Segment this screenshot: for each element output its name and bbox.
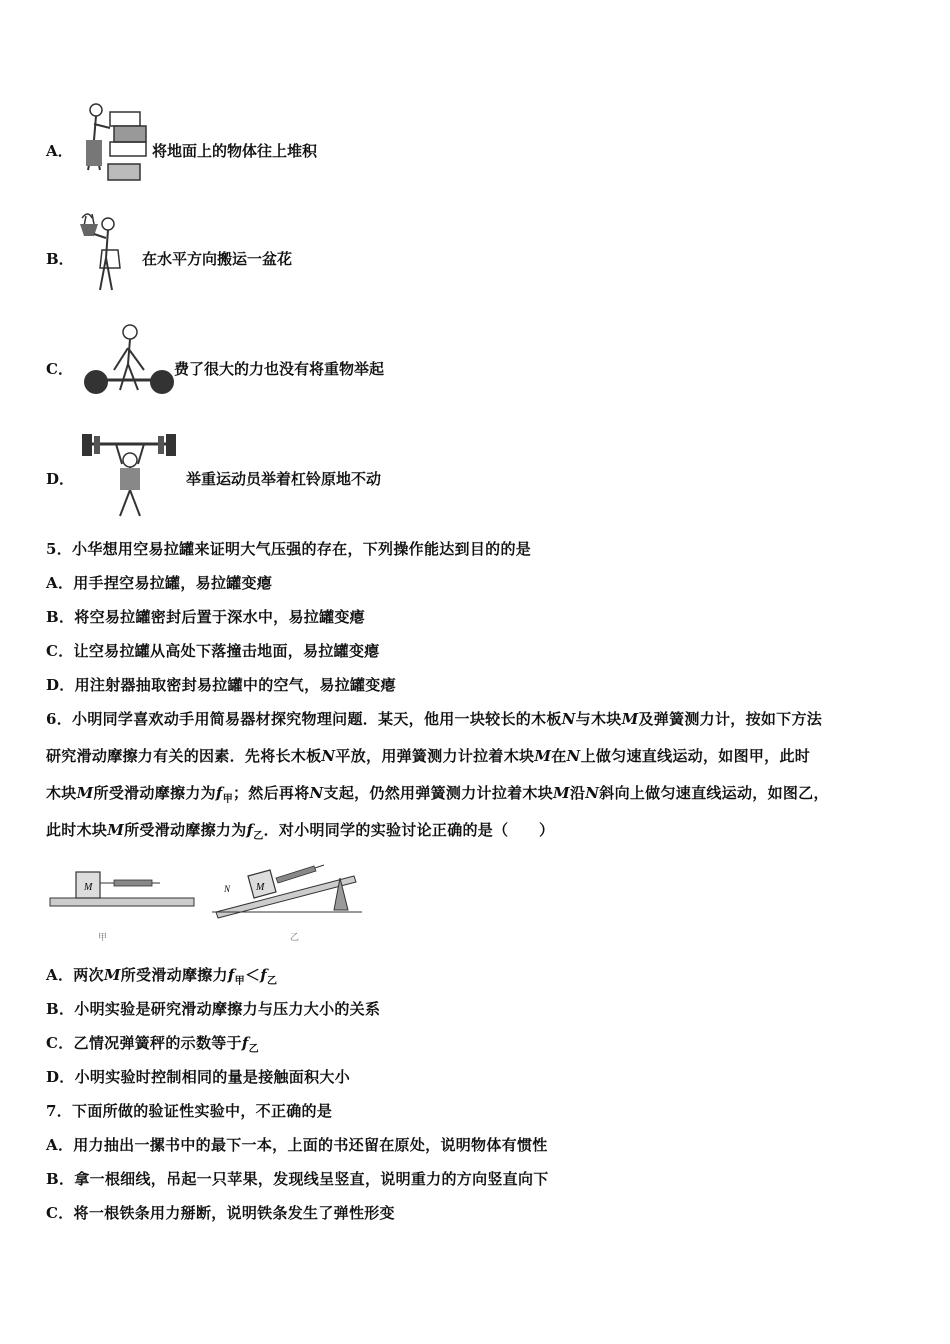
option-text: 费了很大的力也没有将重物举起 bbox=[174, 360, 385, 378]
option-letter: B． bbox=[46, 250, 74, 268]
q6-stem-line3: 木块M所受滑动摩擦力为$f_甲$；然后再将N支起，仍然用弹簧测力计拉着木块M沿N斜向上做匀速直线运动，如图乙， bbox=[46, 784, 829, 805]
carrying-flowerpot-illustration bbox=[74, 210, 134, 298]
figure-yi bbox=[212, 865, 362, 943]
q6-figures bbox=[44, 850, 364, 946]
option-text: 在水平方向搬运一盆花 bbox=[142, 250, 293, 268]
q6-option-d[interactable]: D．小明实验时控制相同的量是接触面积大小 bbox=[46, 1068, 351, 1086]
q6-stem-line1: 6．小明同学喜欢动手用简易器材探究物理问题．某天，他用一块较长的木板N与木块M及弹簧测力计，按如下方法 bbox=[46, 710, 823, 728]
weightlifter-illustration bbox=[76, 430, 182, 522]
q7-stem: 7．下面所做的验证性实验中，不正确的是 bbox=[46, 1102, 333, 1120]
q4-option-c[interactable] bbox=[46, 318, 466, 408]
option-letter: C． bbox=[46, 360, 73, 378]
q5-option-a[interactable]: A．用手捏空易拉罐，易拉罐变瘪 bbox=[46, 574, 273, 592]
option-text: 将地面上的物体往上堆积 bbox=[152, 142, 318, 160]
q6-stem-line4: 此时木块M所受滑动摩擦力为$f_乙$．对小明同学的实验讨论正确的是（ ） bbox=[46, 821, 555, 842]
q6-option-c[interactable]: C．乙情况弹簧秤的示数等于$f_乙$ bbox=[46, 1034, 259, 1055]
q4-option-a[interactable] bbox=[46, 100, 466, 190]
q5-option-d[interactable]: D．用注射器抽取密封易拉罐中的空气，易拉罐变瘪 bbox=[46, 676, 396, 694]
q5-option-c[interactable]: C．让空易拉罐从高处下落撞击地面，易拉罐变瘪 bbox=[46, 642, 380, 660]
q5-option-b[interactable]: B．将空易拉罐密封后置于深水中，易拉罐变瘪 bbox=[46, 608, 365, 626]
option-letter: D． bbox=[46, 470, 75, 488]
q6-option-a[interactable]: A．两次M所受滑动摩擦力$f_甲<f_乙$ bbox=[46, 966, 278, 987]
figure-label: 乙 bbox=[290, 933, 300, 943]
option-letter: A． bbox=[46, 142, 73, 160]
q6-stem-line2: 研究滑动摩擦力有关的因素．先将长木板N平放，用弹簧测力计拉着木块M在N上做匀速直线运动，如图甲，此时 bbox=[46, 747, 811, 765]
q7-option-c[interactable]: C．将一根铁条用力掰断，说明铁条发生了弹性形变 bbox=[46, 1204, 395, 1222]
figure-label: 甲 bbox=[98, 933, 108, 943]
q4-option-b[interactable] bbox=[46, 210, 466, 300]
failed-lift-illustration bbox=[80, 318, 178, 406]
figure-jia bbox=[50, 872, 194, 943]
option-text: 举重运动员举着杠铃原地不动 bbox=[186, 470, 382, 488]
board-label: N bbox=[224, 884, 231, 894]
q7-option-b[interactable]: B．拿一根细线，吊起一只苹果，发现线呈竖直，说明重力的方向竖直向下 bbox=[46, 1170, 549, 1188]
q7-option-a[interactable]: A．用力抽出一摞书中的最下一本，上面的书还留在原处，说明物体有惯性 bbox=[46, 1136, 548, 1154]
block-label: M bbox=[256, 882, 265, 893]
stacking-boxes-illustration bbox=[80, 100, 152, 188]
q6-option-b[interactable]: B．小明实验是研究滑动摩擦力与压力大小的关系 bbox=[46, 1000, 381, 1018]
q5-stem: 5．小华想用空易拉罐来证明大气压强的存在，下列操作能达到目的的是 bbox=[46, 540, 532, 558]
q4-option-d[interactable] bbox=[46, 430, 466, 520]
block-label: M bbox=[84, 882, 93, 893]
